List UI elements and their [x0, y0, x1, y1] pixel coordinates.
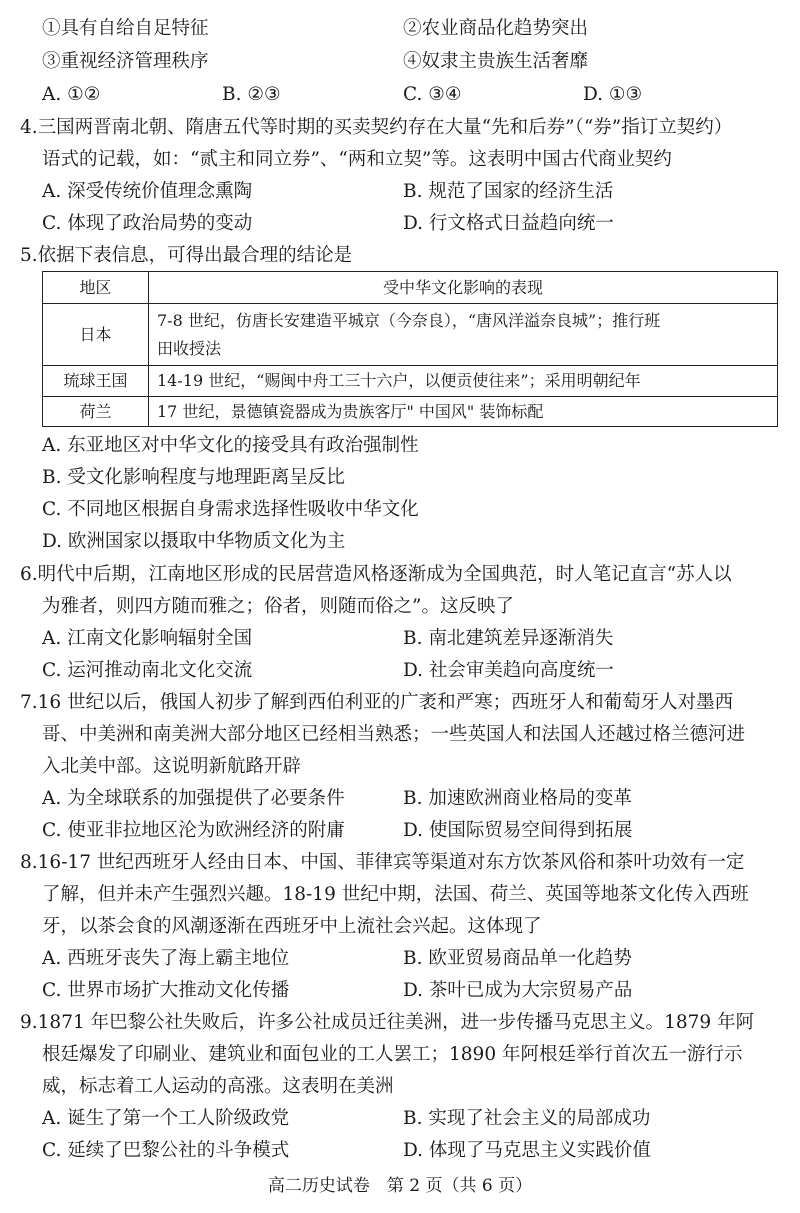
q4-stem-line-2: 语式的记载，如：“贰主和同立券”、“两和立契”等。这表明中国古代商业契约 [42, 149, 672, 170]
q5-option-d: D. 欧洲国家以摄取中华物质文化为主 [42, 531, 346, 552]
table-cell-desc-line-2: 田收授法 [157, 338, 222, 358]
q8-option-c: C. 世界市场扩大推动文化传播 [42, 980, 290, 1001]
q3-item-4: ④奴隶主贵族生活奢靡 [403, 51, 589, 72]
table-cell-region: 荷兰 [43, 396, 149, 427]
table-row [43, 396, 778, 427]
q6-stem-line-2: 为雅者，则四方随而雅之；俗者，则随而俗之”。这反映了 [42, 596, 514, 617]
table-cell-desc: 17 世纪，景德镇瓷器成为贵族客厅" 中国风" 装饰标配 [149, 396, 778, 427]
table-row [43, 304, 778, 366]
table-cell-region: 琉球王国 [43, 366, 149, 397]
q3-option-b: B. ②③ [222, 84, 281, 105]
q8-option-a: A. 西班牙丧失了海上霸主地位 [42, 948, 290, 969]
q7-option-a: A. 为全球联系的加强提供了必要条件 [42, 788, 345, 809]
q8-option-d: D. 茶叶已成为大宗贸易产品 [403, 980, 633, 1001]
q5-option-a: A. 东亚地区对中华文化的接受具有政治强制性 [42, 435, 419, 456]
q9-stem-line-2: 根廷爆发了印刷业、建筑业和面包业的工人罢工；1890 年阿根廷举行首次五一游行示 [42, 1044, 743, 1065]
q9-option-a: A. 诞生了第一个工人阶级政党 [42, 1108, 290, 1129]
q4-option-a: A. 深受传统价值理念熏陶 [42, 181, 253, 202]
q7-option-c: C. 使亚非拉地区沦为欧洲经济的附庸 [42, 820, 345, 841]
q7-stem-line-1: 7.16 世纪以后，俄国人初步了解到西伯利亚的广袤和严寒；西班牙人和葡萄牙人对墨西 [20, 692, 734, 713]
table-row [43, 366, 778, 397]
page-footer: 高二历史试卷 第 2 页（共 6 页） [267, 1176, 533, 1196]
table-header-row [43, 272, 778, 304]
q8-stem-line-1: 8.16-17 世纪西班牙人经由日本、中国、菲律宾等渠道对东方饮茶风俗和茶叶功效有一定 [20, 852, 745, 873]
q3-option-a: A. ①② [42, 84, 101, 105]
q9-stem-line-3: 威，标志着工人运动的高涨。这表明在美洲 [42, 1076, 394, 1097]
q4-stem-line-1: 4.三国两晋南北朝、隋唐五代等时期的买卖契约存在大量“先和后券”（“券”指订立契约） [20, 117, 733, 138]
q6-stem-line-1: 6.明代中后期，江南地区形成的民居营造风格逐渐成为全国典范，时人笔记直言“苏人以 [20, 564, 732, 585]
q5-option-b: B. 受文化影响程度与地理距离呈反比 [42, 467, 345, 488]
q5-info-table [42, 271, 778, 427]
table-cell-region: 日本 [43, 304, 149, 366]
q3-option-c: C. ③④ [403, 84, 462, 105]
q4-option-c: C. 体现了政治局势的变动 [42, 213, 253, 234]
q9-stem-line-1: 9.1871 年巴黎公社失败后，许多公社成员迁往美洲，进一步传播马克思主义。1879 年阿 [20, 1012, 755, 1033]
table-header-desc: 受中华文化影响的表现 [149, 272, 778, 304]
q4-option-b: B. 规范了国家的经济生活 [403, 181, 614, 202]
q3-item-3: ③重视经济管理秩序 [42, 51, 209, 72]
q7-stem-line-3: 入北美中部。这说明新航路开辟 [42, 756, 302, 777]
q8-option-b: B. 欧亚贸易商品单一化趋势 [403, 948, 632, 969]
q5-option-c: C. 不同地区根据自身需求选择性吸收中华文化 [42, 499, 419, 520]
q3-item-1: ①具有自给自足特征 [42, 18, 209, 39]
q9-option-b: B. 实现了社会主义的局部成功 [403, 1108, 651, 1129]
q7-option-d: D. 使国际贸易空间得到拓展 [403, 820, 633, 841]
q9-option-c: C. 延续了巴黎公社的斗争模式 [42, 1140, 290, 1161]
table-cell-desc [149, 304, 778, 366]
q6-option-a: A. 江南文化影响辐射全国 [42, 628, 253, 649]
q9-option-d: D. 体现了马克思主义实践价值 [403, 1140, 651, 1161]
q6-option-d: D. 社会审美趋向高度统一 [403, 660, 614, 681]
q7-stem-line-2: 哥、中美洲和南美洲大部分地区已经相当熟悉；一些英国人和法国人还越过格兰德河进 [42, 724, 746, 745]
q6-option-b: B. 南北建筑差异逐渐消失 [403, 628, 614, 649]
q5-stem: 5.依据下表信息，可得出最合理的结论是 [20, 245, 353, 266]
q3-item-2: ②农业商品化趋势突出 [403, 18, 589, 39]
q7-option-b: B. 加速欧洲商业格局的变革 [403, 788, 632, 809]
q4-option-d: D. 行文格式日益趋向统一 [403, 213, 614, 234]
table-cell-desc: 14-19 世纪，“赐闽中舟工三十六户，以便贡使往来”；采用明朝纪年 [149, 366, 778, 397]
q8-stem-line-3: 牙，以茶会食的风潮逐渐在西班牙中上流社会兴起。这体现了 [42, 916, 542, 937]
q6-option-c: C. 运河推动南北文化交流 [42, 660, 253, 681]
q3-option-d: D. ①③ [583, 84, 643, 105]
table-header-region: 地区 [43, 272, 149, 304]
q8-stem-line-2: 了解，但并未产生强烈兴趣。18-19 世纪中期，法国、荷兰、英国等地茶文化传入西班 [42, 884, 749, 905]
table-cell-desc-line-1: 7-8 世纪，仿唐长安建造平城京（今奈良），“唐风洋溢奈良城”；推行班 [157, 311, 661, 330]
